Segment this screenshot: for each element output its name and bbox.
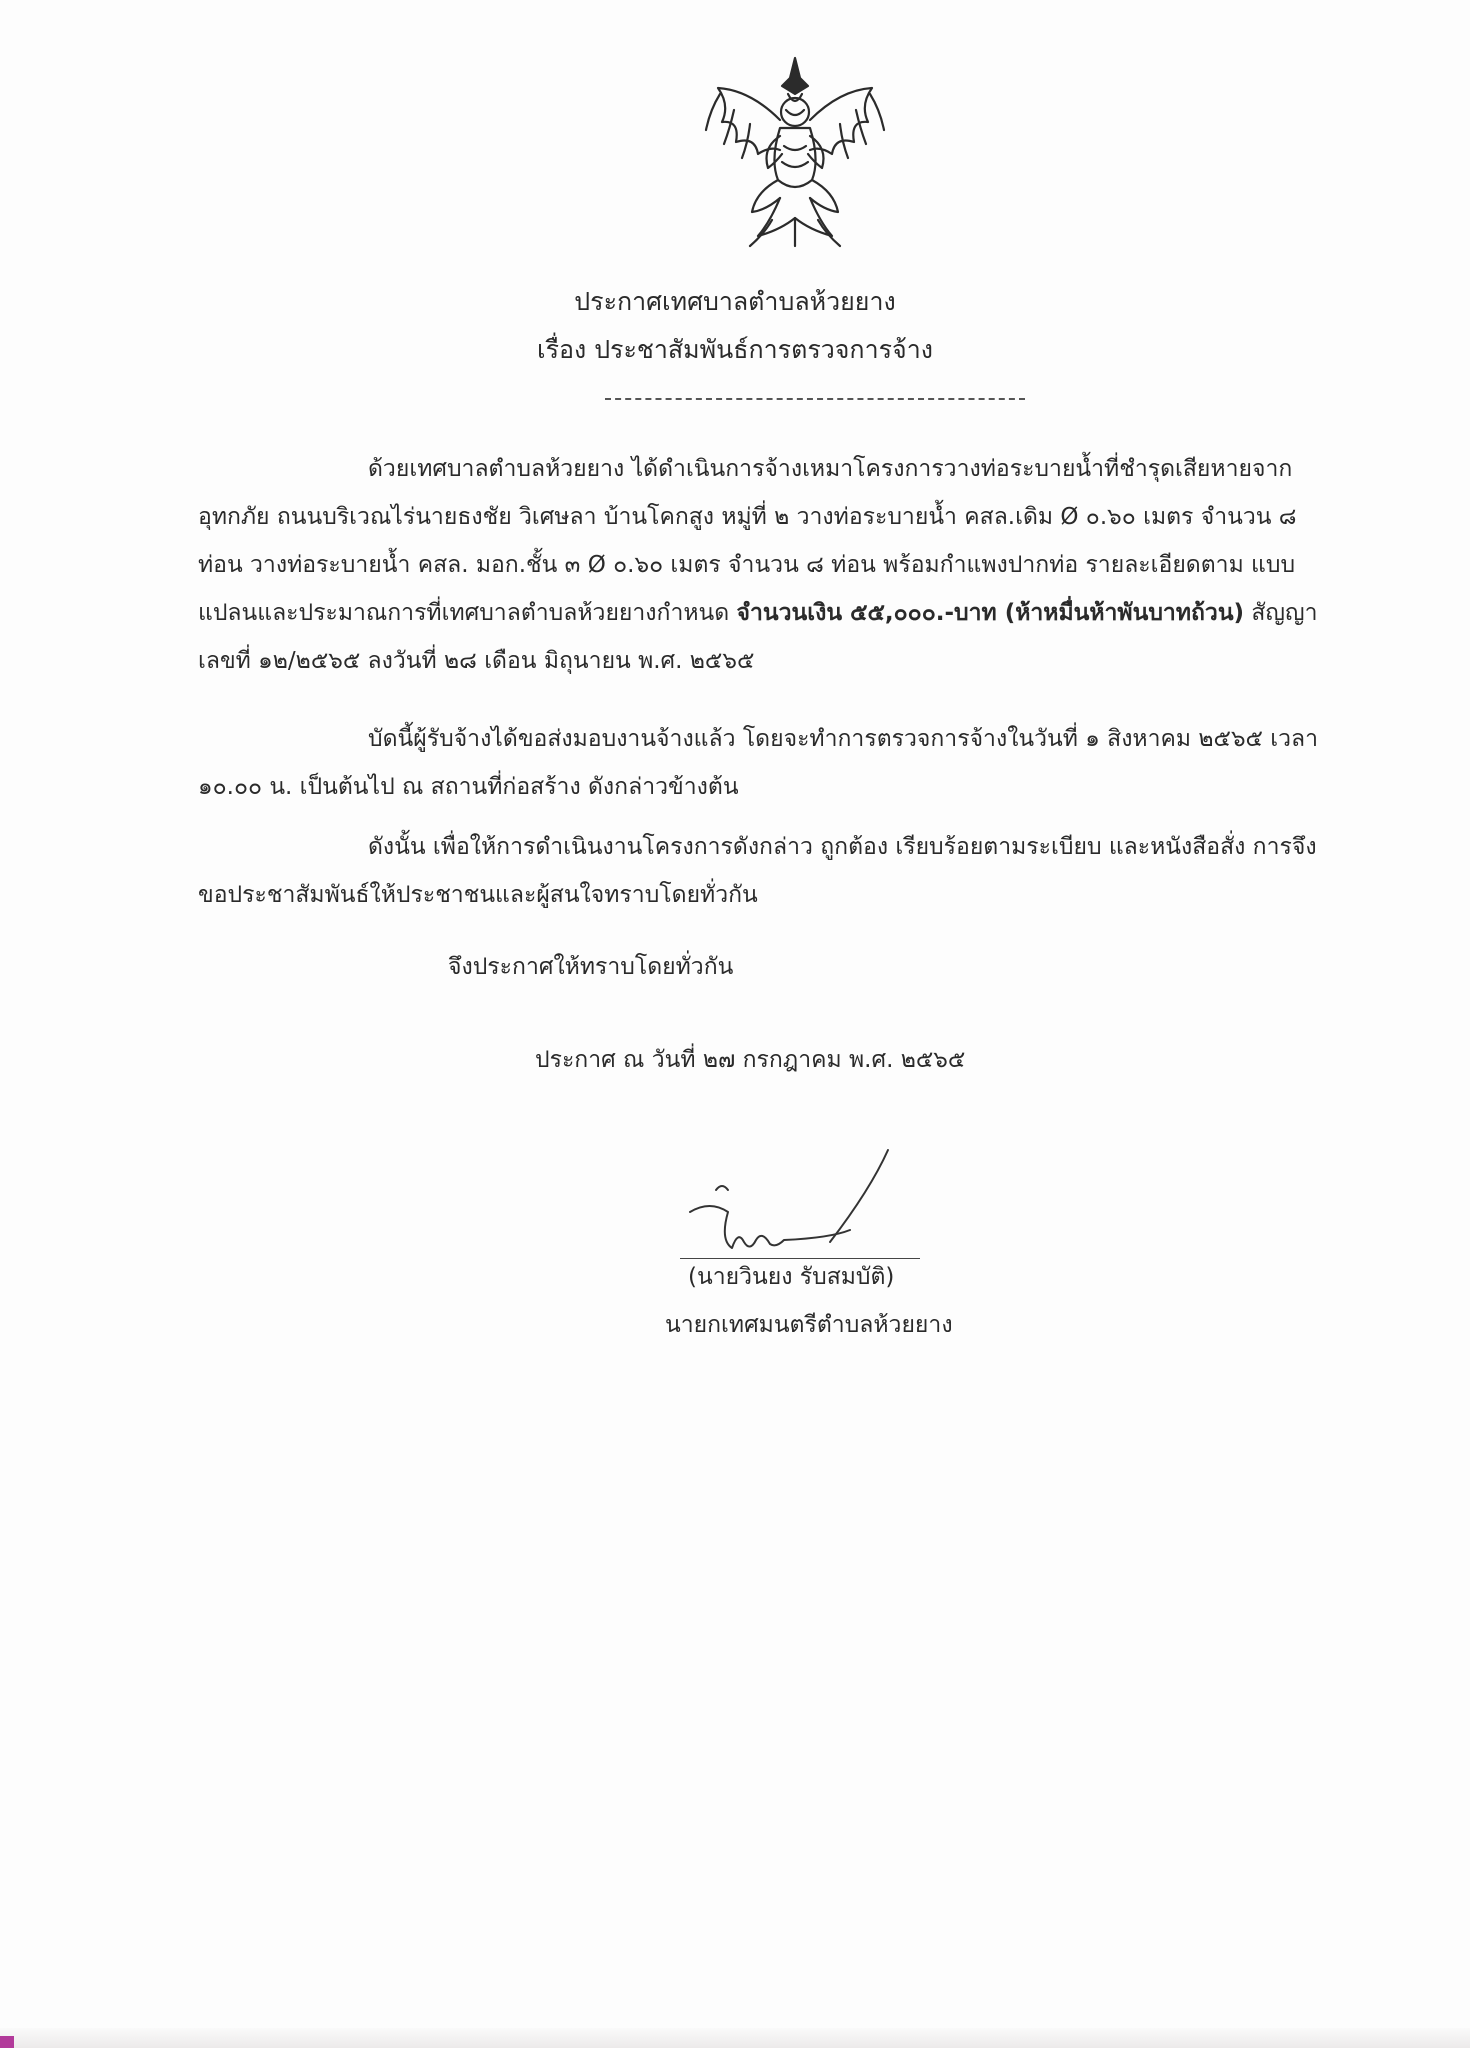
paragraph-contract-details (198, 445, 1328, 685)
paragraph-text: ด้วยเทศบาลตำบลห้วยยาง ได้ดำเนินการจ้างเหมาโครงการวางท่อระบายน้ำที่ชำรุดเสียหายจาก อุทกภัย ถนนบริเวณไร่นายธงชัย วิเศษลา บ้านโคกสูง หมู่ที่ ๒ วางท่อระบายน้ำ คสล.เดิม Ø ๐.๖๐ เมตร จำนวน ๘ ท่อน วางท่อระบายน้ำ คสล. มอก.ชั้น ๓ Ø ๐.๖๐ เมตร จำนวน ๘ ท่อน พร้อมกำแพงปากท่อ รายละเอียดตาม แบบแปลนและประมาณการที่เทศบาลตำบลห้วยยางกำหนด (198, 456, 1297, 626)
dashed-separator (605, 398, 1025, 400)
signatory-name: (นายวินยง รับสมบัติ) (688, 1264, 895, 1290)
paragraph-text: บัดนี้ผู้รับจ้างได้ขอส่งมอบงานจ้างแล้ว โดยจะทำการตรวจการจ้างในวันที่ ๑ สิงหาคม ๒๕๖๕ เวลา ๑๐.๐๐ น. เป็นต้นไป ณ สถานที่ก่อสร้าง ดังกล่าวข้างต้น (198, 726, 1319, 800)
paragraph-text: สัญญาเลขที่ ๑๒/๒๕๖๕ ลงวันที่ ๒๘ เดือน มิถุนายน พ.ศ. ๒๕๖๕ (198, 600, 1318, 674)
garuda-emblem-icon (700, 50, 890, 250)
announce-line: จึงประกาศให้ทราบโดยทั่วกัน (448, 954, 734, 980)
paragraph-publicize (198, 823, 1328, 919)
paragraph-text: ดังนั้น เพื่อให้การดำเนินงานโครงการดังกล่าว ถูกต้อง เรียบร้อยตามระเบียบ และหนังสือสั่ง การจึงขอประชาสัมพันธ์ให้ประชาชนและผู้สนใจทราบโดยทั่วกัน (198, 834, 1317, 908)
announcement-heading: ประกาศเทศบาลตำบลห้วยยาง (574, 287, 896, 316)
signatory-title: นายกเทศมนตรีตำบลห้วยยาง (665, 1312, 953, 1338)
announcement-date: ประกาศ ณ วันที่ ๒๗ กรกฎาคม พ.ศ. ๒๕๖๕ (535, 1047, 966, 1073)
page-bottom-edge (0, 2028, 1470, 2048)
contract-amount: จำนวนเงิน ๕๕,๐๐๐.-บาท (ห้าหมื่นห้าพันบาทถ้วน) (736, 600, 1245, 626)
paragraph-inspection-date (198, 715, 1328, 811)
signature-line (680, 1258, 920, 1259)
announcement-subject: เรื่อง ประชาสัมพันธ์การตรวจการจ้าง (537, 335, 933, 364)
edge-mark (0, 2036, 14, 2048)
